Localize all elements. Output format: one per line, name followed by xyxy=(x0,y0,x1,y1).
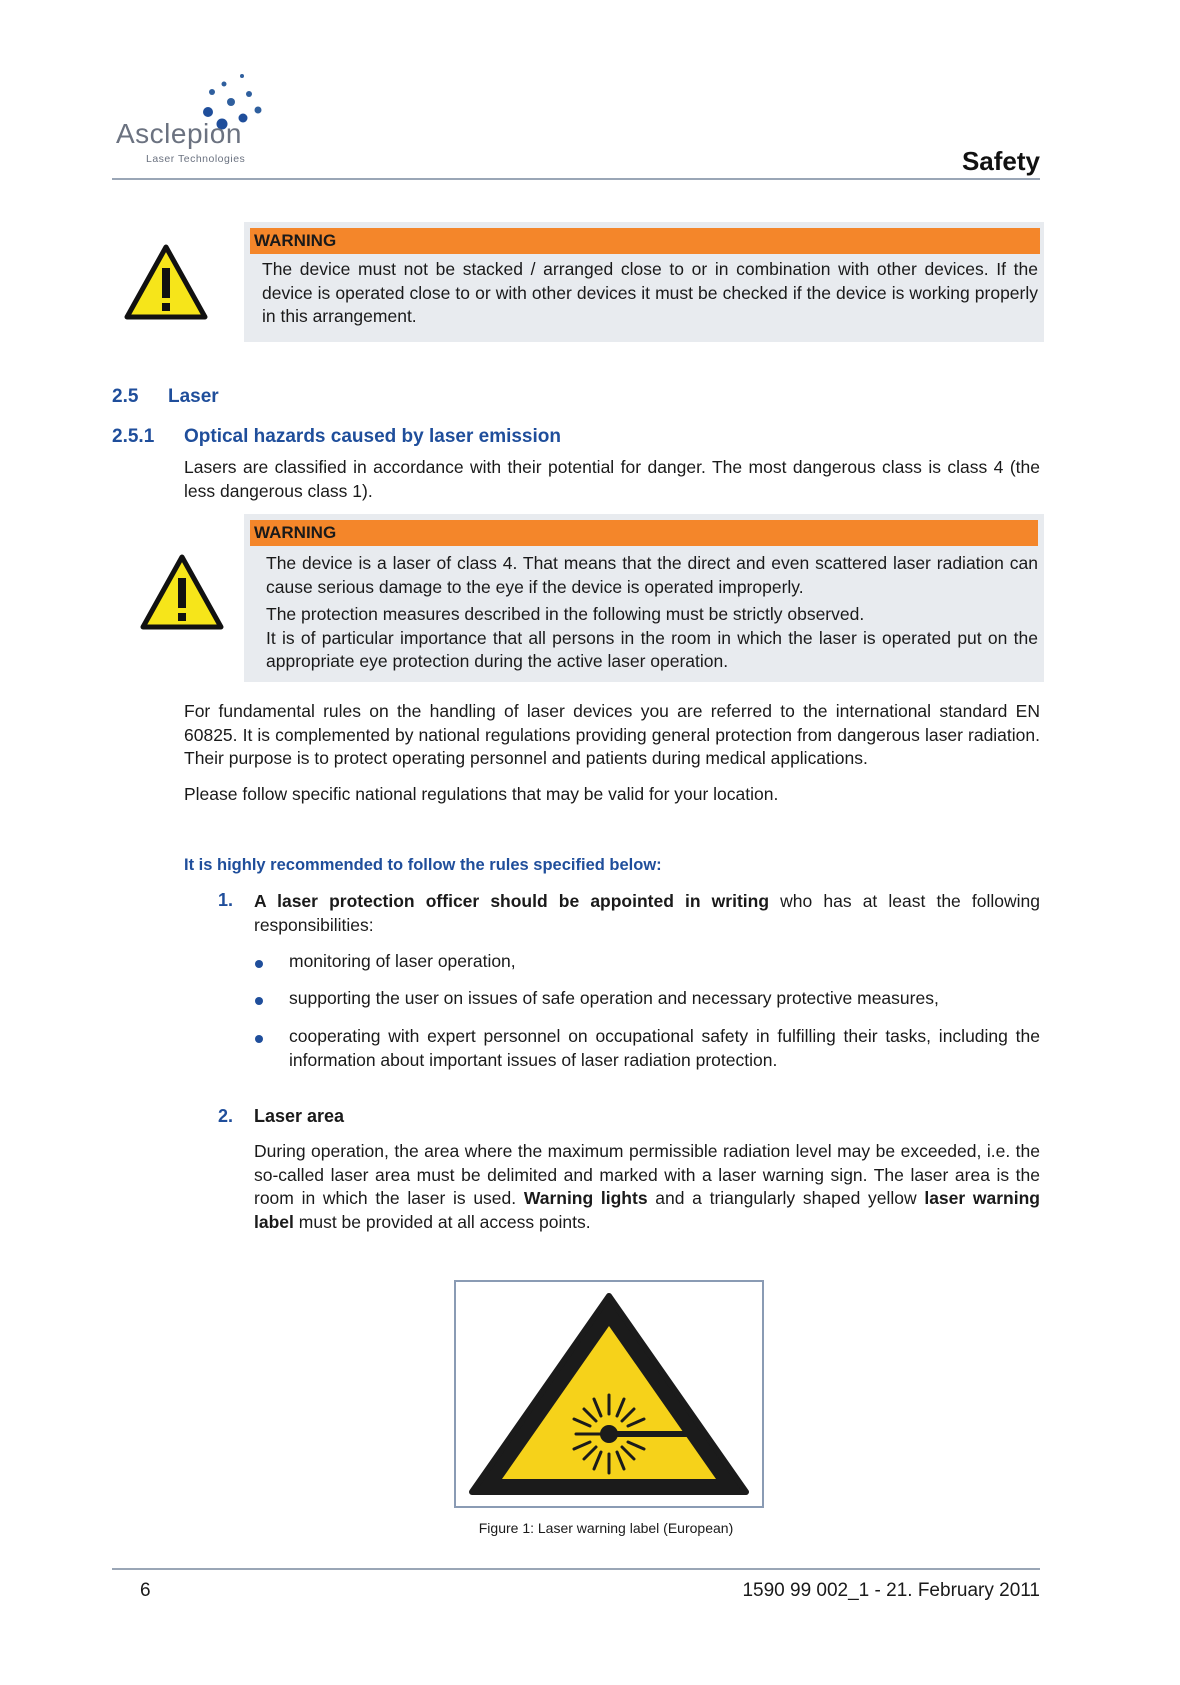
subsection-number: 2.5.1 xyxy=(112,426,155,447)
body-paragraph: For fundamental rules on the handling of laser devices you are referred to the international standard EN 60825. It is complemented by national regulations providing general protection from dangerous laser radiation. Their purpose is to protect operating personnel and patients during medical applications. xyxy=(184,701,1040,768)
rule-2-title: Laser area xyxy=(254,1106,345,1126)
header-divider xyxy=(112,178,1040,180)
warning-paragraph: The protection measures described in the following must be strictly observed. xyxy=(266,604,865,624)
recommendation-heading: It is highly recommended to follow the rules specified below: xyxy=(184,856,662,874)
rule-2-emphasis: laser warning label xyxy=(254,1188,1040,1232)
logo-name: Asclepion xyxy=(116,118,242,149)
subsection-heading-text: Optical hazards caused by laser emission xyxy=(184,426,561,447)
list-item: monitoring of laser operation, xyxy=(289,951,516,971)
rule-1-emphasis: A laser protection officer should be appointed in writing xyxy=(254,891,770,911)
rule-1-text xyxy=(254,890,1040,937)
body-text xyxy=(184,700,1040,818)
subsection-heading xyxy=(112,426,561,448)
footer-divider xyxy=(112,1568,1040,1570)
rule-1-rest: who has at least the following responsibilities: xyxy=(254,891,1040,935)
bullet-icon xyxy=(255,960,263,968)
body-paragraph: Please follow specific national regulations that may be valid for your location. xyxy=(184,783,779,804)
laser-warning-sign-icon xyxy=(456,1282,762,1506)
section-heading-text: Laser xyxy=(168,386,219,407)
rule-2-text-part: and a triangularly shaped yellow xyxy=(647,1188,925,1208)
section-title: Safety xyxy=(961,146,1040,176)
list-number: 1. xyxy=(218,890,234,910)
logo-tagline: Laser Technologies xyxy=(146,153,246,165)
bullet-icon xyxy=(255,1035,263,1043)
warning-paragraph: The device is a laser of class 4. That means that the direct and even scattered laser radiation can cause serious damage to the eye if the device is operated improperly. xyxy=(266,553,1038,597)
section-number: 2.5 xyxy=(112,386,139,407)
warning-text xyxy=(244,546,1044,674)
warning-title: WARNING xyxy=(250,520,1038,546)
document-id: 1590 99 002_1 - 21. February 2011 xyxy=(742,1580,1040,1601)
intro-paragraph: Lasers are classified in accordance with their potential for danger. The most dangerous class is class 4 (the less dangerous class 1). xyxy=(184,457,1040,501)
rule-2-text-part: During operation, the area where the maximum permissible radiation level may be exceeded, i.e. the so-called laser area must be delimited and marked with a laser warning sign. The laser area is the room in which the laser is used. xyxy=(254,1141,1040,1208)
warning-title: WARNING xyxy=(250,228,1040,254)
figure-frame xyxy=(454,1280,764,1508)
bullet-icon xyxy=(255,997,263,1005)
figure-caption: Figure 1: Laser warning label (European) xyxy=(478,1520,734,1536)
rule-2-emphasis: Warning lights xyxy=(523,1188,648,1208)
list-number: 2. xyxy=(218,1106,234,1126)
section-heading xyxy=(112,386,219,408)
warning-paragraph: It is of particular importance that all persons in the room in which the laser is operated put on the appropriate eye protection during the active laser operation. xyxy=(266,627,1038,671)
rule-2-text xyxy=(254,1140,1040,1234)
warning-triangle-icon xyxy=(124,244,208,320)
rule-2-text-part: must be provided at all access points. xyxy=(293,1211,591,1232)
warning-box xyxy=(244,222,1044,342)
list-item: cooperating with expert personnel on occupational safety in fulfilling their tasks, including the information about important issues of laser radiation protection. xyxy=(289,1026,1040,1070)
list-item: supporting the user on issues of safe operation and necessary protective measures, xyxy=(289,988,939,1008)
warning-text: The device must not be stacked / arranged close to or in combination with other devices. If the device is operated close to or with other devices it must be checked if the device is working properly in this arrangement. xyxy=(262,259,1038,326)
warning-triangle-icon xyxy=(140,554,224,630)
warning-box xyxy=(244,514,1044,682)
page-number: 6 xyxy=(140,1580,151,1601)
